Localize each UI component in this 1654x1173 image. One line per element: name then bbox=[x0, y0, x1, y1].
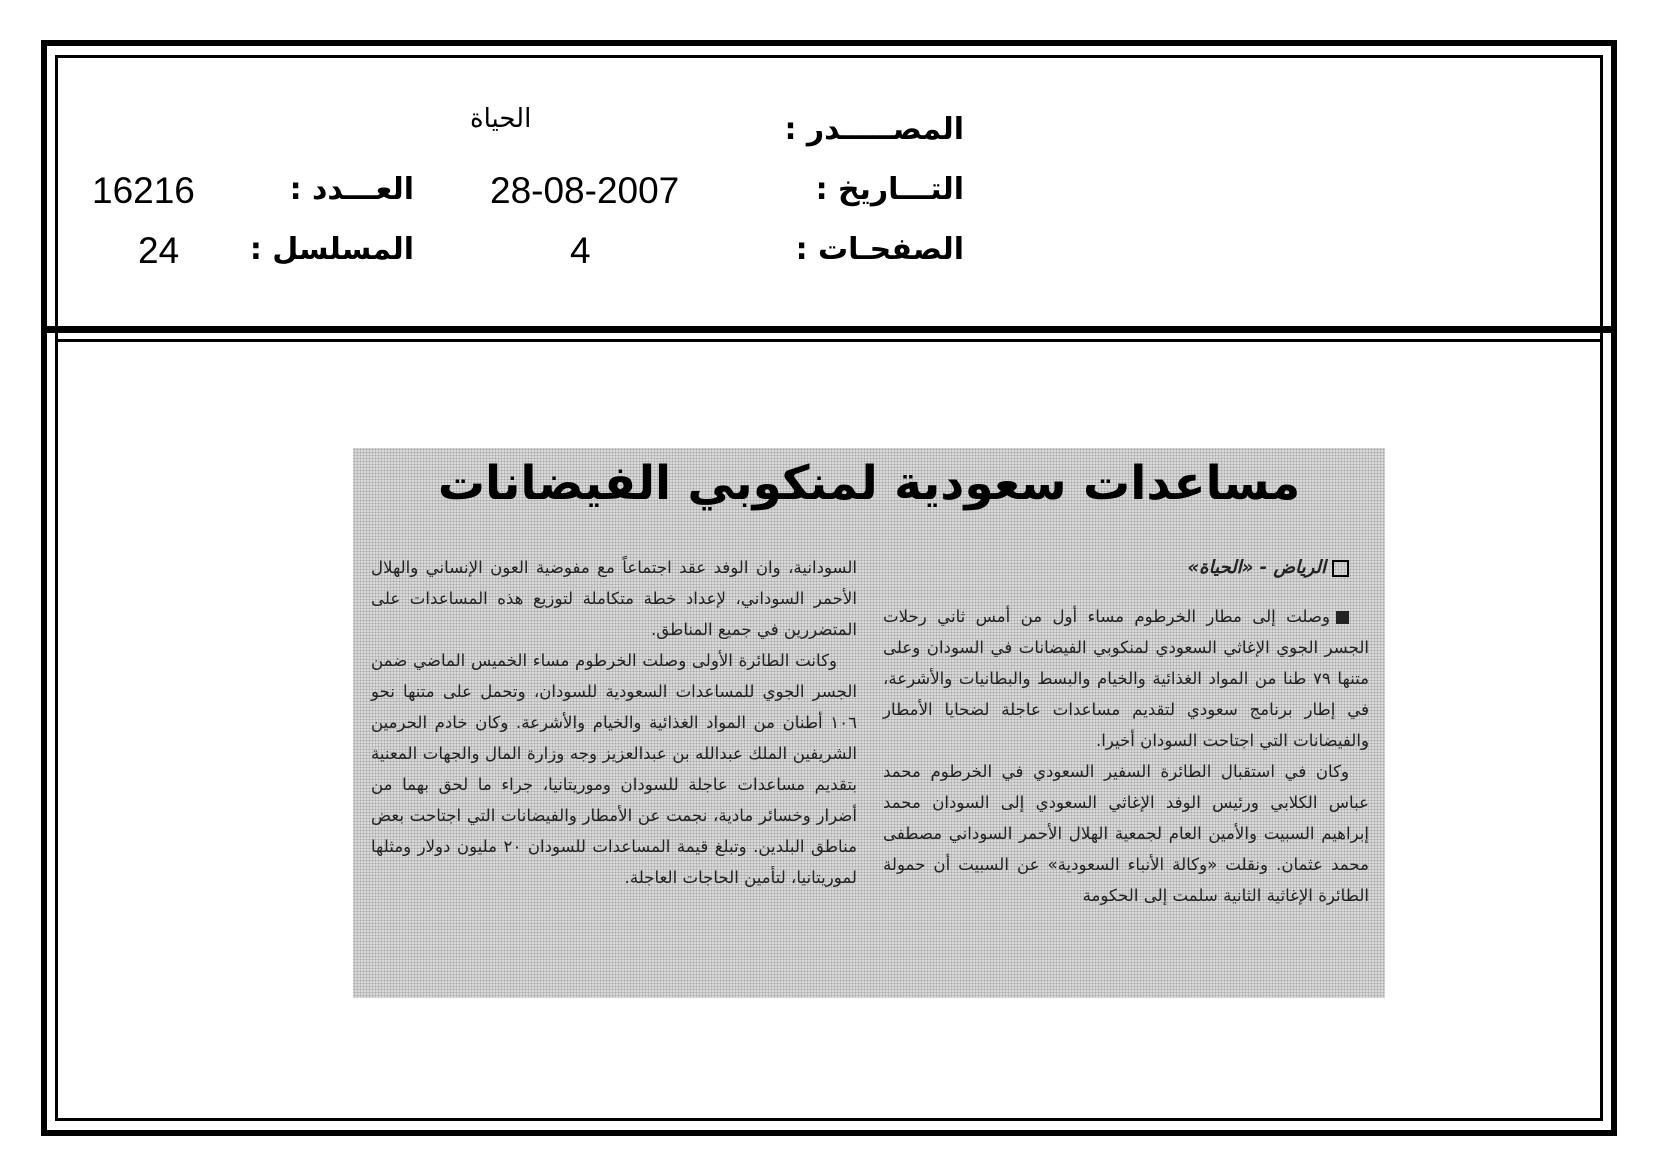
source-label: المصـــــدر : bbox=[784, 112, 964, 147]
pages-value: 4 bbox=[570, 230, 591, 271]
date-value: 28-08-2007 bbox=[490, 170, 680, 211]
date-label: التـــاريخ : bbox=[815, 172, 964, 207]
newspaper-clipping bbox=[353, 448, 1385, 998]
article-paragraph: السودانية، وان الوفد عقد اجتماعاً مع مفوضية العون الإنساني والهلال الأحمر السوداني، لإعداد خطة متكاملة لتوزيع هذه المساعدات على المتضررين في جميع المناطق. bbox=[371, 558, 857, 639]
pages-label: الصفحـات : bbox=[795, 232, 964, 267]
paragraph-text: وصلت إلى مطار الخرطوم مساء أول من أمس ثاني رحلات الجسر الجوي الإغاثي السعودي لمنكوبي الفيضانات في السودان وعلى متنها ٧٩ طنا من المواد الغذائية والخيام والبسط والبطانيات والأشرعة، في إطار برنامج سعودي لتقديم مساعدات عاجلة لضحايا الأمطار والفيضانات التي اجتاحت السودان أخيرا. bbox=[883, 607, 1369, 750]
issue-value: 16216 bbox=[92, 170, 195, 211]
article-headline bbox=[353, 456, 1385, 511]
dateline-text: الرياض - «الحياة» bbox=[1187, 557, 1326, 578]
header-divider-thin bbox=[55, 339, 1603, 342]
article-paragraph bbox=[883, 601, 1369, 756]
issue-label: العـــدد : bbox=[289, 172, 414, 207]
serial-label: المسلسل : bbox=[249, 232, 414, 267]
filled-square-icon bbox=[1336, 611, 1349, 624]
article-dateline bbox=[883, 552, 1349, 583]
article-column-right bbox=[883, 552, 1369, 911]
headline-text: مساعدات سعودية لمنكوبي الفيضانات bbox=[437, 456, 1301, 511]
square-bullet-icon bbox=[1332, 560, 1349, 577]
source-value: الحياة bbox=[470, 104, 532, 134]
header-divider bbox=[41, 326, 1617, 333]
article-paragraph: وكان في استقبال الطائرة السفير السعودي في الخرطوم محمد عباس الكلابي ورئيس الوفد الإغاثي السعودي إلى السودان محمد إبراهيم السبيت والأمين العام لجمعية الهلال الأحمر السوداني مصطفى محمد عثمان. ونقلت «وكالة الأنباء السعودية» عن السبيت أن حمولة الطائرة الإغاثية الثانية سلمت إلى الحكومة bbox=[883, 762, 1369, 905]
serial-value: 24 bbox=[138, 230, 180, 271]
article-column-left bbox=[371, 552, 857, 893]
article-paragraph: وكانت الطائرة الأولى وصلت الخرطوم مساء الخميس الماضي ضمن الجسر الجوي للمساعدات السعودية للسودان، وتحمل على متنها نحو ١٠٦ أطنان من المواد الغذائية والخيام والأشرعة. وكان خادم الحرمين الشريفين الملك عبدالله بن عبدالعزيز وجه وزارة المال والجهات المعنية بتقديم مساعدات عاجلة للسودان وموريتانيا، جراء ما لحق بهما من أضرار وخسائر مادية، نجمت عن الأمطار والفيضانات التي اجتاحت بعض مناطق البلدين. وتبلغ قيمة المساعدات للسودان ٢٠ مليون دولار ومثلها لموريتانيا، لتأمين الحاجات العاجلة. bbox=[371, 651, 857, 887]
